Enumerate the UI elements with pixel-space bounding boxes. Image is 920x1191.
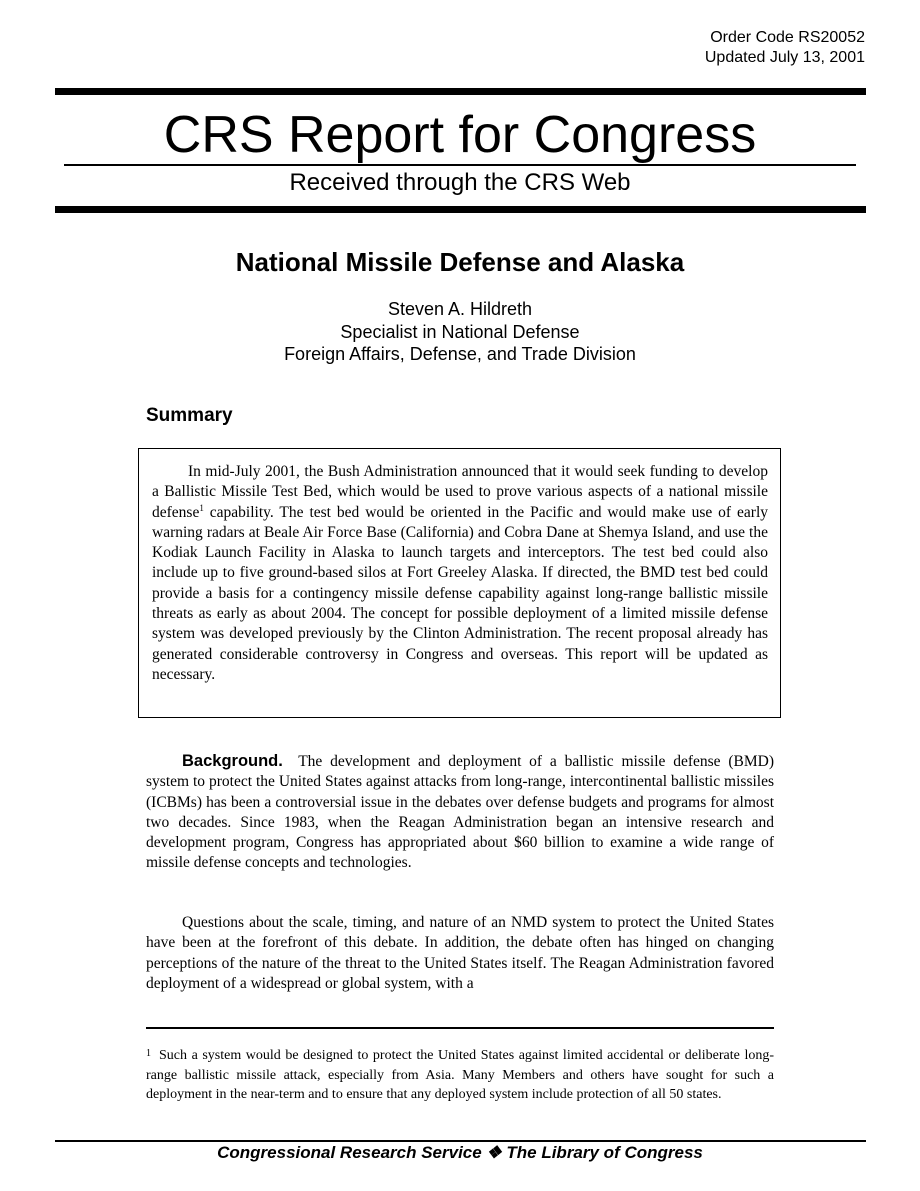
footnote	[146, 1046, 774, 1105]
summary-text-part1: In mid-July 2001, the Bush Administration announced that it would seek funding to develop a Ballistic Missile Test Bed, which would be used to prove various aspects of a national missile defense	[152, 463, 768, 521]
author-division: Foreign Affairs, Defense, and Trade Division	[284, 344, 636, 364]
footnote-reference[interactable]: 1	[199, 502, 204, 513]
background-text: The development and deployment of a ballistic missile defense (BMD) system to protect the United States against attacks from long-range, intercontinental ballistic missiles (ICBMs) has been a controversial issue in the debates over defense budgets and programs for almost two decades. Since 1983, when the Reagan Administration began an intensive research and development program, Congress has appropriated about $60 billion to examine a wide range of missile defense concepts and technologies.	[146, 753, 774, 872]
masthead-title: CRS Report for Congress	[163, 106, 757, 164]
masthead-subtitle: Received through the CRS Web	[289, 169, 631, 196]
footnote-mark: 1	[146, 1048, 151, 1059]
summary-text-part2: capability. The test bed would be oriented in the Pacific and would make use of early warning radars at Beale Air Force Base (California) and Cobra Dane at Shemya Island, and use the Kodiak Launch Facility in Alaska to launch targets and interceptors. The test bed could also include up to five ground-based silos at Fort Greeley Alaska. If directed, the BMD test bed could provide a basis for a contingency missile defense capability against long-range ballistic missile threats as early as about 2004. The concept for possible deployment of a limited missile defense system was developed previously by the Clinton Administration. The recent proposal already has generated considerable controversy in Congress and overseas. This report will be updated as necessary.	[152, 503, 768, 683]
author-name: Steven A. Hildreth	[387, 299, 533, 319]
footnote-text: Such a system would be designed to protect the United States against limited accidental or deliberate long-range ballistic missile attack, especially from Asia. Many Members and others have sought for such a deployment in the near-term and to ensure that any deployed system include protection of all 50 states.	[146, 1048, 774, 1102]
footnote-rule	[146, 1027, 774, 1029]
order-info	[705, 28, 865, 68]
order-code: Order Code RS20052	[710, 29, 865, 46]
updated-date: Updated July 13, 2001	[704, 49, 865, 66]
background-paragraph	[146, 751, 774, 874]
summary-heading: Summary	[146, 405, 233, 426]
masthead-divider	[64, 164, 856, 166]
masthead-bottom-rule	[55, 206, 866, 213]
questions-paragraph: Questions about the scale, timing, and nature of an NMD system to protect the United States have been at the forefront of this debate. In addition, the debate often has hinged on changing perceptions of the nature of the threat to the United States itself. The Reagan Administration favored deployment of a widespread or global system, with a	[146, 914, 774, 992]
footer-text: Congressional Research Service ❖ The Library of Congress	[217, 1143, 703, 1162]
masthead-top-rule	[55, 88, 866, 95]
author-role: Specialist in National Defense	[340, 321, 580, 342]
background-heading: Background.	[182, 752, 283, 770]
summary-box	[138, 448, 781, 718]
summary-text	[152, 462, 768, 685]
document-title: National Missile Defense and Alaska	[235, 247, 685, 277]
author-block	[0, 298, 920, 366]
